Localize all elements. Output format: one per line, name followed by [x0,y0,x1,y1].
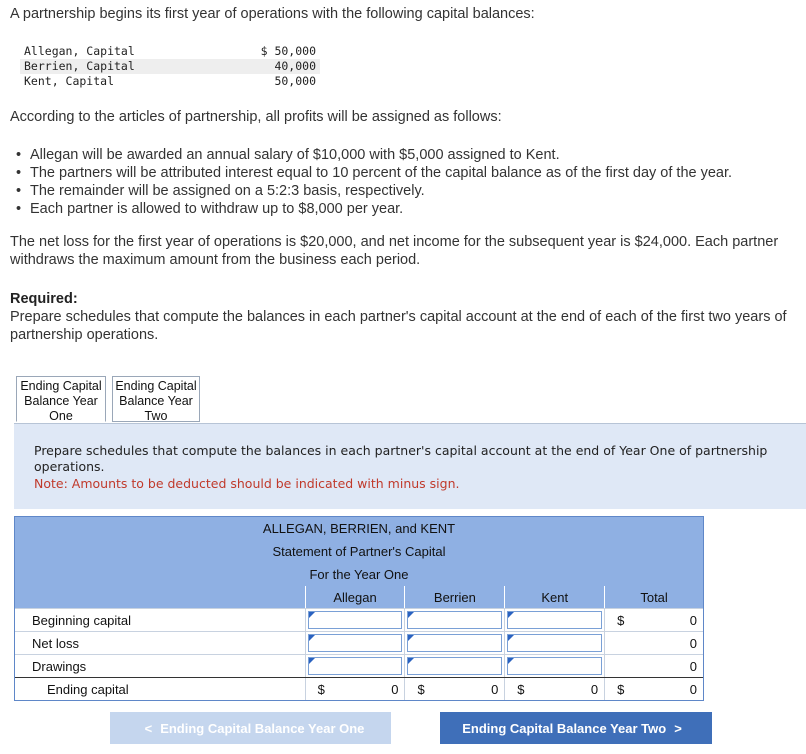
tab-year-two[interactable]: Ending Capital Balance Year Two [112,376,200,422]
cell-total [604,655,703,677]
capital-amount: 50,000 [274,74,316,88]
chevron-right-icon: > [674,720,682,736]
next-button-label: Ending Capital Balance Year Two [462,720,667,736]
kent-beginning-input[interactable] [507,611,602,629]
cell-kent [504,632,604,654]
capital-label: Allegan, Capital [24,44,135,58]
profit-rules-list [14,146,732,218]
row-label: Net loss [32,635,79,651]
capital-label: Berrien, Capital [20,59,216,74]
cell-allegan [305,609,405,631]
table-row-beginning-capital [15,608,703,631]
total-ending-value: 0 [689,682,697,697]
allegan-ending-value: 0 [391,682,399,697]
column-header-berrien: Berrien [404,586,504,608]
cell-total [604,632,703,654]
total-net-loss-value: 0 [689,636,698,651]
table-row-ending-capital [15,677,703,700]
berrien-net-loss-input[interactable] [407,634,502,652]
cell-berrien [404,655,504,677]
tab-bar [16,376,200,422]
kent-drawings-input[interactable] [507,657,602,675]
column-header-row [15,586,703,608]
next-button[interactable] [440,712,712,744]
berrien-beginning-input[interactable] [407,611,502,629]
note-text: Note: Amounts to be deducted should be indicated with minus sign. [34,476,460,491]
row-label: Beginning capital [32,612,132,628]
cell-berrien [404,632,504,654]
cell-berrien [404,609,504,631]
allegan-drawings-input[interactable] [308,657,403,675]
net-loss-text: The net loss for the first year of operations is $20,000, and net income for the subsequent year is $24,000. Each partner withdraws the maximum amount from the business each period. [10,234,779,268]
berrien-ending-value: 0 [491,682,499,697]
rule-item: • Allegan will be awarded an annual salary of $10,000 with $5,000 assigned to Kent. [14,146,732,164]
required-text: Prepare schedules that compute the balances in each partner's capital account at the end of each of the first two years of partnership operations. [10,309,787,343]
intro-text: A partnership begins its first year of operations with the following capital balances: [10,6,535,22]
cell-berrien [404,678,504,700]
kent-net-loss-input[interactable] [507,634,602,652]
column-header-allegan: Allegan [305,586,405,608]
cell-allegan [305,655,405,677]
capital-row [20,44,320,59]
cell-allegan [305,678,405,700]
currency-symbol: $ [517,682,525,697]
allegan-net-loss-input[interactable] [308,634,403,652]
capital-amount: $ 50,000 [260,44,316,58]
currency-symbol: $ [617,613,625,628]
total-beginning-value: 0 [689,613,698,628]
table-row-drawings [15,654,703,677]
column-header-total: Total [604,586,703,608]
row-label: Drawings [32,658,87,674]
cell-total [604,678,703,700]
total-drawings-value: 0 [689,659,698,674]
capital-row [20,59,320,74]
capital-balances-table [20,44,320,89]
instruction-panel [14,423,806,509]
statement-title: Statement of Partner's Capital [15,540,703,563]
column-header-kent: Kent [504,586,604,608]
allegan-beginning-input[interactable] [308,611,403,629]
rule-item: • The remainder will be assigned on a 5:2:3 basis, respectively. [14,182,732,200]
cell-kent [504,678,604,700]
rule-item: • The partners will be attributed interest equal to 10 percent of the capital balance as of the first day of the year. [14,164,732,182]
tab-year-one[interactable]: Ending Capital Balance Year One [16,376,106,422]
required-heading: Required: [10,291,78,307]
table-row-net-loss [15,631,703,654]
cell-kent [504,609,604,631]
capital-statement [14,516,704,701]
rule-item: • Each partner is allowed to withdraw up to $8,000 per year. [14,200,732,218]
instruction-text: Prepare schedules that compute the balances in each partner's capital account at the end of Year One of partnership operations. [34,443,768,474]
cell-kent [504,655,604,677]
cell-total [604,609,703,631]
capital-amount: 40,000 [216,59,320,74]
column-header-blank [15,586,305,608]
currency-symbol: $ [417,682,425,697]
cell-allegan [305,632,405,654]
prev-button[interactable] [110,712,391,744]
articles-text: According to the articles of partnership, all profits will be assigned as follows: [10,109,502,125]
statement-company: ALLEGAN, BERRIEN, and KENT [15,517,703,540]
currency-symbol: $ [317,682,325,697]
capital-label: Kent, Capital [24,74,115,88]
berrien-drawings-input[interactable] [407,657,502,675]
chevron-left-icon: < [144,720,153,736]
kent-ending-value: 0 [590,682,599,697]
capital-row [20,74,320,89]
statement-period: For the Year One [15,563,703,586]
currency-symbol: $ [617,682,625,697]
row-label: Ending capital [47,681,129,697]
prev-button-label: Ending Capital Balance Year One [160,720,365,736]
